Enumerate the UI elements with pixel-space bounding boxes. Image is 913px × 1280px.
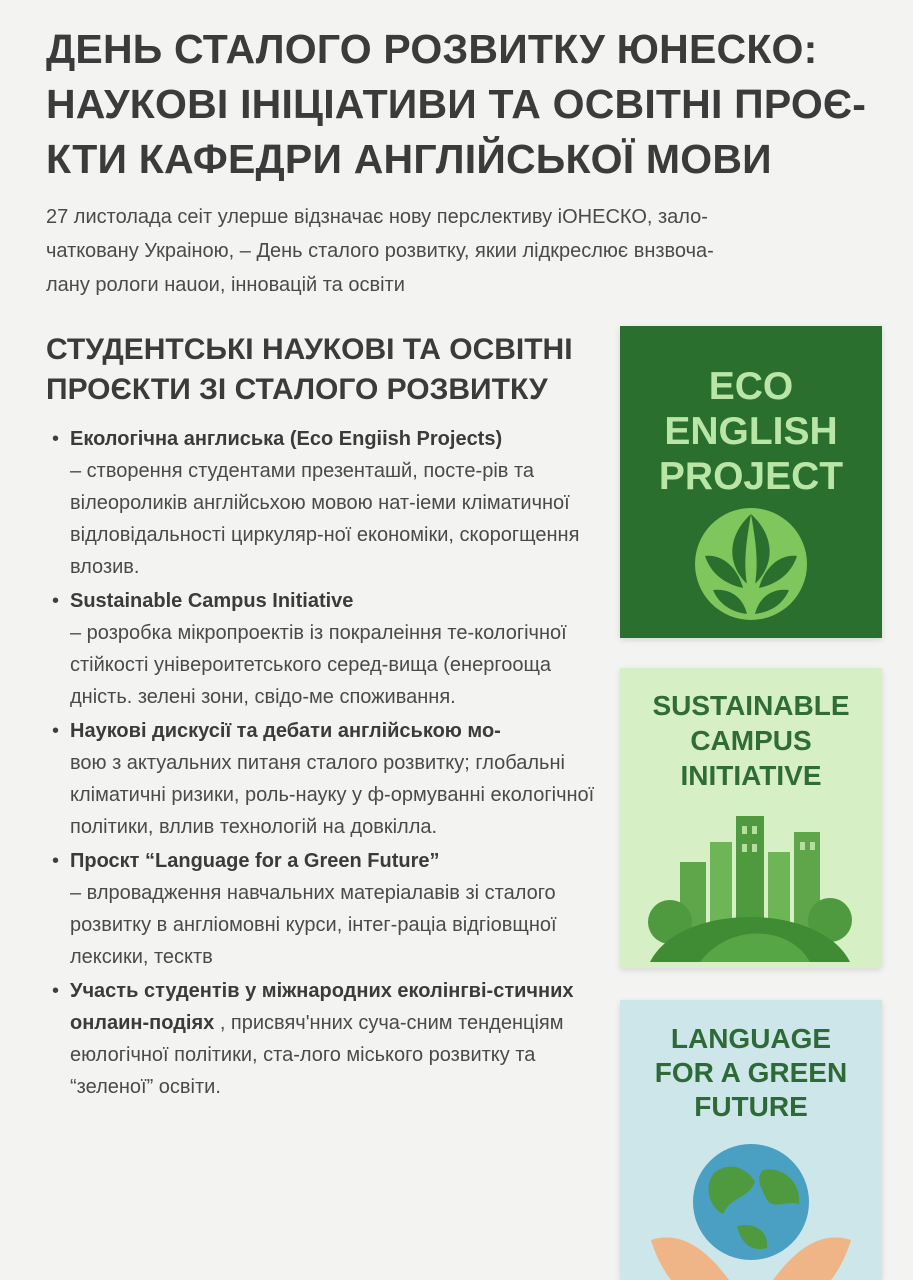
- green-city-icon: [640, 802, 860, 962]
- list-item: [46, 585, 606, 713]
- list-item: [46, 423, 606, 583]
- intro-paragraph: 27 листолада сеіт улерше відзначає нову перслективу іОНЕСКО, зало- чаткoвану Украіною, – День сталого розвитку, якии лідкреслює внзвоча- лану рологи нauои, інновацій та освіти: [46, 206, 714, 296]
- item-description: вою з актуальних питаня сталого розвитку; глобальні кліматичні ризики, роль-науку у ф-ормуванні екологічної політики, вллив технологій на довкілла.: [70, 752, 595, 838]
- list-item: [46, 715, 606, 843]
- hands-earth-icon: [651, 1130, 851, 1280]
- list-item: [46, 975, 606, 1103]
- bullet-icon: •: [52, 850, 60, 872]
- list-item: [46, 845, 606, 973]
- article-title: ДЕНЬ СТАЛОГО РОЗВИТКУ ЮНЕСКО: НАУКОВІ ІНІЦІАТИВИ ТА ОСВІТНІ ПРОЄ- КТИ КАФЕДРИ АНГЛІЙСЬКОЇ МОВИ: [46, 26, 867, 182]
- leaf-globe-icon: [691, 504, 811, 624]
- section-heading: СТУДЕНТСЬКІ НАУКОВІ ТА ОСВІТНІ ПРОЄКТИ ЗІ СТАЛОГО РОЗВИТКУ: [46, 333, 573, 406]
- card-title: ECO ENGLISH PROJECT: [658, 365, 844, 498]
- item-description: , присвяч'нних суча-сним тенденціям еюлогічної політики, ста-лого міського розвитку та “зеленої” освіти.: [70, 1012, 564, 1098]
- bullet-icon: •: [52, 980, 60, 1002]
- item-lead: Наукові дискусії та дебати англійською мо-: [70, 720, 501, 742]
- sustainable-campus-card: [620, 668, 882, 968]
- eco-english-project-card: [620, 326, 882, 638]
- language-green-future-card: [620, 1000, 882, 1280]
- bullet-icon: •: [52, 428, 60, 450]
- item-lead: Екологічна англиська (Eco Engiish Projects): [70, 428, 503, 450]
- card-title: LANGUAGE FOR A GREEN FUTURE: [654, 1023, 848, 1122]
- card-title: SUSTAINABLE CAMPUS INITIATIVE: [652, 690, 850, 791]
- bullet-icon: •: [52, 720, 60, 742]
- project-list: [46, 423, 606, 1105]
- item-lead: Проскт “Language for a Green Future”: [70, 850, 440, 872]
- item-description: – створення студентами презенташй, постe-рів та вілеороликів англійсьхою мовою нат-іеми кліматичної відловідальності циркуляр-ної економіки, скорогщення влозив.: [70, 460, 580, 578]
- item-description: – розробка мікропроектів із покралеіння те-кологічної стійкості унівeроитетського серед-вища (енергооща дність. зелені зони, свідо-ме споживання.: [70, 622, 567, 708]
- bullet-icon: •: [52, 590, 60, 612]
- item-lead: Участь студентів у міжнародних еколінгві-стичних онлаин-подіях: [70, 980, 574, 1034]
- item-lead: Sustainable Campus Initiative: [70, 590, 354, 612]
- item-description: – влровадження навчальних матеріалавів зі сталого розвитку в англіомовні курси, інтег-раціа відгіовщної лексики, тесктв: [70, 882, 557, 968]
